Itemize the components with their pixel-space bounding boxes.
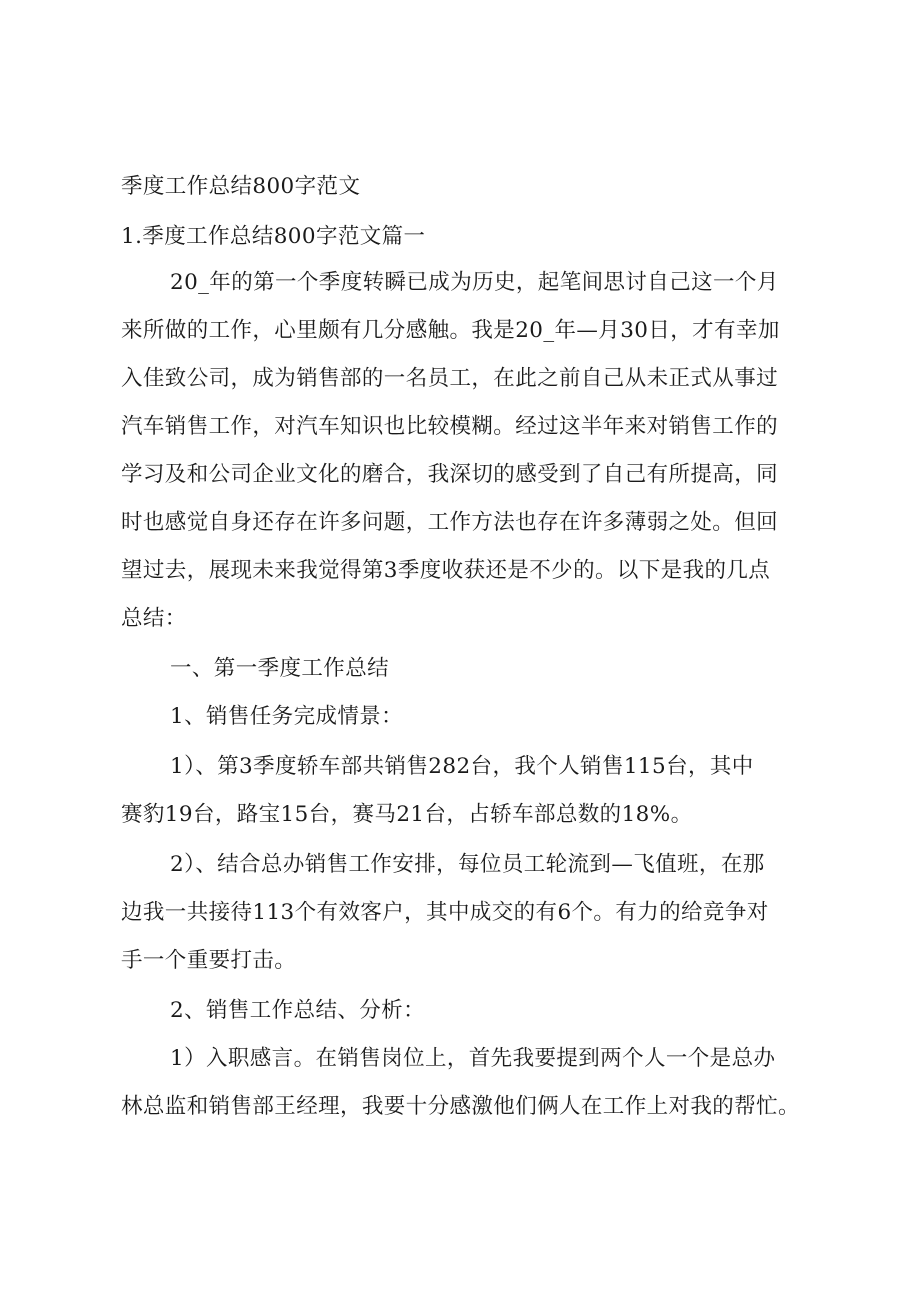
paragraph-line: 总结： [121, 606, 187, 631]
document-title: 季度工作总结800字范文 [121, 174, 361, 199]
list-item-line: 赛豹19台，路宝15台，赛马21台，占轿车部总数的18%。 [121, 802, 693, 827]
list-item-line: 边我一共接待113个有效客户，其中成交的有6个。有力的给竞争对 [121, 900, 769, 925]
list-item-line: 1）、第3季度轿车部共销售282台，我个人销售115台，其中 [170, 754, 754, 779]
paragraph-line: 时也感觉自身还存在许多问题，工作方法也存在许多薄弱之处。但回 [121, 510, 779, 535]
list-item-line: 林总监和销售部王经理，我要十分感激他们俩人在工作上对我的帮忙。 [121, 1094, 800, 1119]
paragraph-line: 入佳致公司，成为销售部的一名员工，在此之前自己从未正式从事过 [121, 366, 779, 391]
paragraph-line: 20_年的第一个季度转瞬已成为历史，起笔间思讨自己这一个月 [170, 270, 779, 295]
subsection-heading: 2、销售工作总结、分析： [170, 998, 425, 1023]
paragraph-line: 学习及和公司企业文化的磨合，我深切的感受到了自己有所提高，同 [121, 462, 779, 487]
subsection-heading: 1、销售任务完成情景： [170, 704, 404, 729]
list-item-line: 2）、结合总办销售工作安排，每位员工轮流到—飞值班，在那 [170, 852, 765, 877]
list-item-line: 手一个重要打击。 [121, 948, 297, 973]
paragraph-line: 来所做的工作，心里颇有几分感触。我是20_年—月30日，才有幸加 [121, 318, 780, 343]
section-subtitle: 1.季度工作总结800字范文篇一 [121, 224, 426, 249]
section-heading: 一、第一季度工作总结 [170, 656, 390, 681]
paragraph-line: 望过去，展现未来我觉得第3季度收获还是不少的。以下是我的几点 [121, 558, 771, 583]
list-item-line: 1）入职感言。在销售岗位上，首先我要提到两个人一个是总办 [170, 1046, 776, 1071]
paragraph-line: 汽车销售工作，对汽车知识也比较模糊。经过这半年来对销售工作的 [121, 414, 779, 439]
